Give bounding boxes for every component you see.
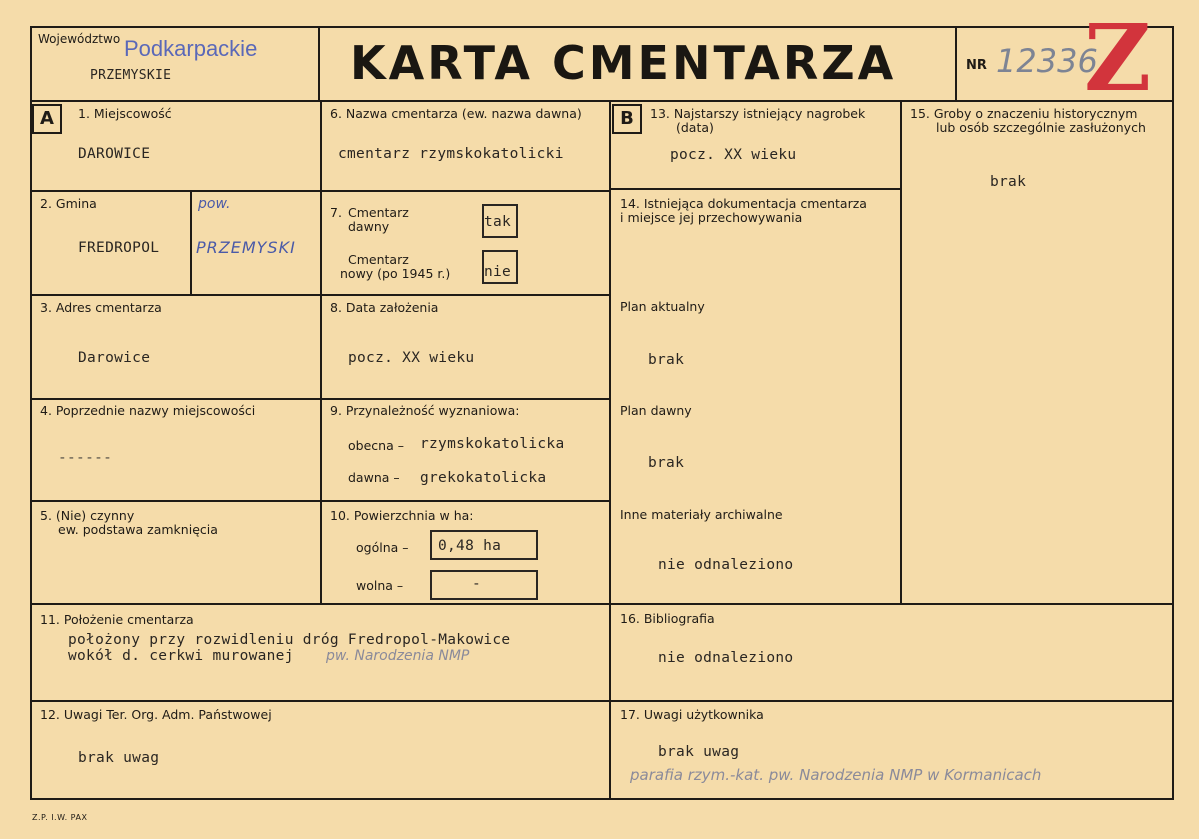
row-line-6 — [30, 700, 1174, 702]
field-13-value: pocz. XX wieku — [670, 147, 797, 163]
field-12-label: 12. Uwagi Ter. Org. Adm. Państwowej — [40, 707, 272, 722]
field-3-value: Darowice — [78, 350, 151, 366]
field-15-value: brak — [990, 174, 1027, 190]
frame-top — [30, 26, 1174, 28]
field-4-label: 4. Poprzednie nazwy miejscowości — [40, 403, 256, 418]
wojewodztwo-label: Województwo — [38, 32, 121, 46]
field-1-label: 1. Miejscowość — [78, 106, 172, 121]
row-line-5 — [30, 603, 1174, 605]
field-17-value: brak uwag — [658, 744, 740, 760]
field-7-nowy-value: nie — [484, 264, 512, 280]
row-line-3 — [30, 398, 610, 400]
field-1-value: DAROWICE — [78, 146, 151, 162]
field-2-label: 2. Gmina — [40, 196, 97, 211]
z-mark: Z — [1084, 4, 1152, 112]
field-17-label: 17. Uwagi użytkownika — [620, 707, 764, 722]
field-7-nowy-label-1: Cmentarz — [348, 252, 409, 267]
field-17-hand: parafia rzym.-kat. pw. Narodzenia NMP w Kormanicach — [630, 766, 1042, 784]
plan-dawny-label: Plan dawny — [620, 403, 692, 418]
wojewodztwo-stamp: Podkarpackie — [124, 36, 258, 61]
field-14-label-2: i miejsce jej przechowywania — [620, 210, 803, 225]
plan-aktualny-value: brak — [648, 352, 685, 368]
frame-right — [1172, 26, 1174, 800]
nr-label: NR — [966, 58, 987, 73]
field-15-label-2: lub osób szczególnie zasłużonych — [936, 120, 1146, 135]
printer-imprint: Z.P. I.W. PAX — [32, 813, 88, 822]
field-10-wolna-box — [430, 570, 538, 600]
field-10-wolna-label: wolna – — [356, 578, 404, 593]
field-13-label-2: (data) — [676, 120, 714, 135]
field-13-label-1: 13. Najstarszy istniejący nagrobek — [650, 106, 866, 121]
frame-left — [30, 26, 32, 800]
field-5-label-1: 5. (Nie) czynny — [40, 508, 135, 523]
field-7-dawny-label-2: dawny — [348, 219, 390, 234]
field-7-label: 7. — [330, 205, 342, 220]
field-11-line1: położony przy rozwidleniu dróg Fredropol-Makowice — [68, 632, 511, 648]
col-divider-2 — [609, 100, 611, 798]
field-9-obecna-label: obecna – — [348, 438, 404, 453]
col-divider-1 — [320, 100, 322, 604]
field-10-wolna-value: - — [472, 576, 482, 592]
field-7-dawny-label-1: Cmentarz — [348, 205, 409, 220]
gmina-divider — [190, 190, 192, 294]
field-2-hand-value: PRZEMYSKI — [196, 238, 296, 257]
row-line-2 — [30, 294, 610, 296]
field-4-value: ------ — [58, 450, 113, 466]
frame-bottom — [30, 798, 1174, 800]
header-col1 — [318, 26, 320, 102]
section-a-marker: A — [32, 104, 62, 134]
nr-value: 12336 — [996, 42, 1098, 80]
plan-aktualny-label: Plan aktualny — [620, 299, 705, 314]
field-9-dawna-label: dawna – — [348, 470, 400, 485]
field-11-line2: wokół d. cerkwi murowanej — [68, 648, 294, 664]
field-2-hand-top: pow. — [198, 196, 231, 212]
inne-materialy-value: nie odnaleziono — [658, 557, 794, 573]
inne-materialy-label: Inne materiały archiwalne — [620, 507, 783, 522]
header-col2 — [955, 26, 957, 102]
field-14-label-1: 14. Istniejąca dokumentacja cmentarza — [620, 196, 867, 211]
field-8-label: 8. Data założenia — [330, 300, 439, 315]
row-line-1 — [30, 190, 610, 192]
field-3-label: 3. Adres cmentarza — [40, 300, 162, 315]
field-8-value: pocz. XX wieku — [348, 350, 475, 366]
field-7-nowy-label-2: nowy (po 1945 r.) — [340, 266, 451, 281]
wojewodztwo-typed: PRZEMYSKIE — [90, 68, 172, 83]
field-9-obecna-value: rzymskokatolicka — [420, 436, 565, 452]
field-10-ogolna-label: ogólna – — [356, 540, 409, 555]
field-6-value: cmentarz rzymskokatolicki — [338, 146, 564, 162]
col-divider-3 — [900, 100, 902, 604]
plan-dawny-value: brak — [648, 455, 685, 471]
page-title: KARTA CMENTARZA — [350, 36, 897, 90]
field-15-label-1: 15. Groby o znaczeniu historycznym — [910, 106, 1138, 121]
field-12-value: brak uwag — [78, 750, 160, 766]
field-9-label: 9. Przynależność wyznaniowa: — [330, 403, 520, 418]
field-16-label: 16. Bibliografia — [620, 611, 715, 626]
section-b-marker: B — [612, 104, 642, 134]
field-10-ogolna-value: 0,48 ha — [438, 538, 502, 554]
row-line-4 — [30, 500, 610, 502]
header-divider — [30, 100, 1174, 102]
field-11-label: 11. Położenie cmentarza — [40, 612, 194, 627]
field-11-hand: pw. Narodzenia NMP — [326, 648, 470, 664]
field-2-value: FREDROPOL — [78, 240, 160, 256]
field-5-label-2: ew. podstawa zamknięcia — [58, 522, 218, 537]
field-10-label: 10. Powierzchnia w ha: — [330, 508, 474, 523]
row-line-b1 — [609, 188, 901, 190]
field-16-value: nie odnaleziono — [658, 650, 794, 666]
field-6-label: 6. Nazwa cmentarza (ew. nazwa dawna) — [330, 106, 582, 121]
field-9-dawna-value: grekokatolicka — [420, 470, 547, 486]
field-7-dawny-value: tak — [484, 214, 512, 230]
